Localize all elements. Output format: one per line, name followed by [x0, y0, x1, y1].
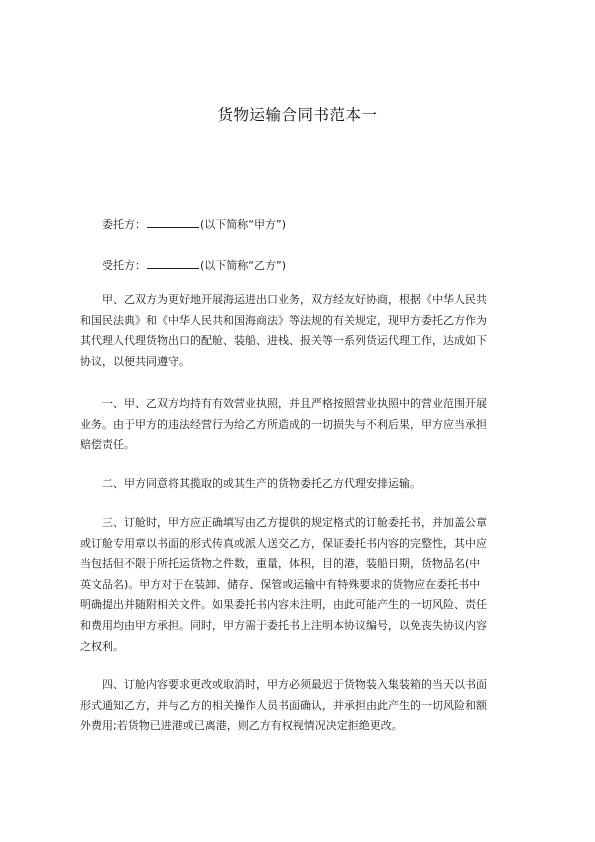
paragraph-clause-3	[80, 513, 524, 657]
paragraph-line: 一、甲、乙双方均持有有效营业执照，并且严格按照营业执照中的营业范围开展	[102, 397, 487, 410]
paragraph-line: 赔偿责任。	[80, 438, 135, 452]
paragraph-line: 当包括但不限于所托运货物之件数，重量，体积，目的港，装船日期，货物品名(中	[80, 557, 481, 571]
client-line	[102, 217, 286, 232]
paragraph-line: 二、甲方同意将其揽取的或其生产的货物委托乙方代理安排运输。	[102, 477, 421, 490]
agent-line	[102, 258, 286, 273]
paragraph-line: 英文品名)。甲方对于在装卸、储存、保管或运输中有特殊要求的货物应在委托书中	[80, 577, 481, 591]
paragraph-line: 形式通知乙方，并与乙方的相关操作人员书面确认，并承担由此产生的一切风险和额	[80, 698, 487, 712]
paragraph-line: 业务。由于甲方的违法经营行为给乙方所造成的一切损失与不利后果，甲方应当承担	[80, 417, 487, 431]
agent-note: (以下简称“乙方”)	[200, 259, 286, 272]
paragraph-line: 明确提出并随附相关文件。如果委托书内容未注明，由此可能产生的一切风险、责任	[80, 598, 487, 612]
client-label: 委托方：	[102, 218, 146, 231]
document-title: 货物运输合同书范本一	[217, 106, 378, 124]
client-name-blank	[147, 217, 199, 228]
paragraph-clause-1	[80, 394, 524, 456]
paragraph-line: 三、订舱时，甲方应正确填写由乙方提供的规定格式的订舱委托书，并加盖公章	[102, 516, 487, 529]
paragraph-line: 四、订舱内容要求更改或取消时，甲方必须最迟于货物装入集装箱的当天以书面	[102, 678, 487, 691]
paragraph-line: 和费用均由甲方承担。同时，甲方需于委托书上注明本协议编号，以免丧失协议内容	[80, 618, 487, 632]
paragraph-line: 外费用;若货物已进港或已离港，则乙方有权视情况决定拒绝更改。	[80, 719, 403, 733]
paragraph-clause-2	[80, 474, 524, 495]
agent-name-blank	[147, 258, 199, 269]
paragraph-preamble	[80, 290, 524, 372]
paragraph-line: 之权利。	[80, 639, 124, 653]
paragraph-line: 其代理人代理货物出口的配舱、装船、进栈、报关等一系列货运代理工作，达成如下	[80, 334, 487, 348]
paragraph-line: 甲、乙双方为更好地开展海运进出口业务，双方经友好协商，根据《中华人民共	[102, 293, 487, 306]
paragraph-clause-4	[80, 675, 524, 737]
client-note: (以下简称“甲方”)	[200, 218, 286, 231]
paragraph-line: 和国民法典》和《中华人民共和国海商法》等法规的有关规定，现甲方委托乙方作为	[80, 313, 487, 327]
paragraph-line: 或订舱专用章以书面的形式传真或派人送交乙方，保证委托书内容的完整性，其中应	[80, 536, 487, 550]
agent-label: 受托方：	[102, 259, 146, 272]
paragraph-line: 协议，以便共同遵守。	[80, 354, 190, 368]
